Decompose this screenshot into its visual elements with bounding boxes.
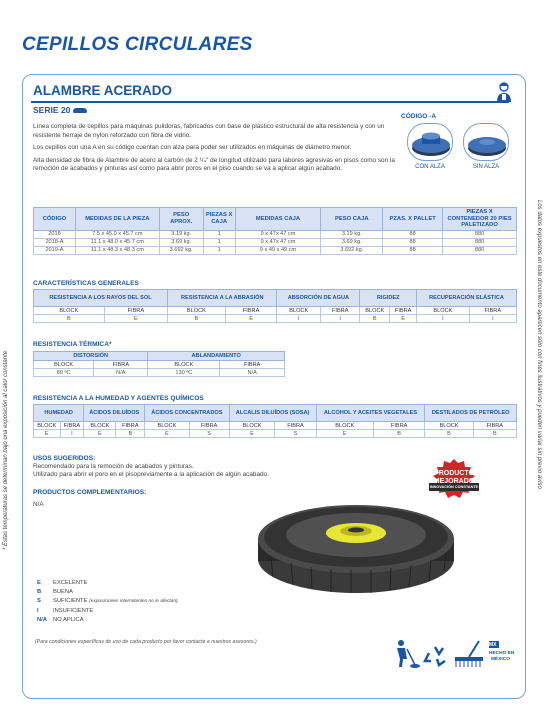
table-cell: 880: [443, 230, 517, 238]
productos-title: PRODUCTOS COMPLEMENTARIOS:: [33, 489, 147, 496]
temperature-footnote: * Estas temperaturas se determinan bajo una exposición al calor constante.: [3, 349, 9, 550]
column-header: ÁCIDOS DILUÍDOS: [84, 405, 145, 422]
con-alza-label: CON ALZA: [415, 164, 445, 170]
description-paragraph: Línea completa de cepillos para máquinas pulidoras, fabricados con base de plástico estructural de alta resistencia y con un resistente herraje de nylon reforzado con fibra de vidrio.: [33, 123, 385, 139]
table-cell: E: [390, 315, 417, 323]
table-cell: 880: [443, 246, 517, 254]
table-cell: B: [34, 315, 105, 323]
legend-item: B BUENA: [37, 589, 73, 596]
table-cell: 9 x 49 x 49 cm: [235, 246, 321, 254]
table-cell: 3.69 kg.: [321, 238, 383, 246]
column-header: ABLANDAMIENTO: [148, 352, 285, 361]
table-cell: B: [473, 430, 516, 438]
subheader-cell: FIBRA: [275, 422, 316, 430]
hecho-en-label: HECHO EN: [489, 651, 515, 656]
table-cell: E: [225, 315, 277, 323]
recycle-icon: [425, 647, 445, 665]
worker-icon: [495, 81, 513, 103]
column-header: DISTORSIÓN: [34, 352, 148, 361]
column-header: PIEZAS X CAJA: [203, 208, 235, 231]
table-cell: 1: [203, 238, 235, 246]
table-cell: 2018: [34, 230, 76, 238]
subheader-cell: FIBRA: [373, 422, 424, 430]
table-row: [34, 238, 517, 246]
subheader-cell: FIBRA: [60, 422, 84, 430]
quimicos-table: [33, 404, 517, 438]
table-cell: 3.19 kg.: [321, 230, 383, 238]
condiciones-note: (Para condiciones específicas de uso de cada producto por favor contacte a nuestros asesores.): [35, 639, 257, 645]
table-header-row: [34, 290, 517, 307]
table-cell: S: [189, 430, 229, 438]
column-header: CÓDIGO: [34, 208, 76, 231]
column-header: RECUPERACIÓN ELÁSTICA: [417, 290, 517, 307]
usos-sugeridos: [33, 455, 269, 479]
mx-label: MX: [489, 642, 497, 648]
subheader-cell: FIBRA: [104, 307, 167, 315]
product-card: [22, 74, 526, 699]
subheader-cell: FIBRA: [94, 361, 148, 369]
termica-title: RESISTENCIA TÉRMICA*: [33, 341, 112, 348]
subheader-cell: BLOCK: [425, 422, 473, 430]
subheader-cell: FIBRA: [321, 307, 360, 315]
subheader-cell: BLOCK: [316, 422, 373, 430]
page-title: CEPILLOS CIRCULARES: [22, 34, 253, 55]
column-header: PIEZAS X CONTENEDOR 20 PIES PALETIZADO: [443, 208, 517, 231]
codigo-label: CÓDIGO -A: [401, 113, 437, 120]
subheader-cell: FIBRA: [390, 307, 417, 315]
usos-line: Recomendado para la remoción de acabados y pinturas.: [33, 463, 194, 470]
table-cell: 11.1 x 48.0 x 45.7 cm: [75, 238, 159, 246]
table-cell: 130 ºC: [148, 369, 220, 377]
column-header: RESISTENCIA A LOS RAYOS DEL SOL: [34, 290, 168, 307]
table-header-row: [34, 208, 517, 231]
table-cell: E: [34, 430, 61, 438]
brush-sin-alza-image: [463, 123, 509, 161]
table-cell: B: [168, 315, 226, 323]
table-cell: E: [84, 430, 116, 438]
column-header: PESO CAJA: [321, 208, 383, 231]
termica-table: [33, 351, 285, 377]
table-cell: 88: [383, 230, 443, 238]
column-header: PESO APROX.: [159, 208, 203, 231]
mexico-label: MÉXICO: [491, 657, 510, 662]
table-cell: I: [417, 315, 470, 323]
subheader-cell: BLOCK: [277, 307, 321, 315]
table-cell: 80 ºC: [34, 369, 94, 377]
table-subheader-row: [34, 307, 517, 315]
subheader-cell: FIBRA: [225, 307, 277, 315]
table-row: [34, 230, 517, 238]
subheader-cell: BLOCK: [148, 361, 220, 369]
rating-legend: [37, 579, 179, 625]
table-cell: E: [145, 430, 189, 438]
table-cell: 3.19 kg.: [159, 230, 203, 238]
table-cell: E: [104, 315, 167, 323]
column-header: ALCALIS DILUÍDOS (SOSA): [229, 405, 316, 422]
table-cell: 3.69 kg.: [159, 238, 203, 246]
subheader-cell: BLOCK: [168, 307, 226, 315]
subheader-cell: BLOCK: [360, 307, 390, 315]
table-cell: B: [360, 315, 390, 323]
legend-item: E EXCELENTE: [37, 580, 88, 586]
table-cell: B: [116, 430, 145, 438]
table-row: [34, 430, 517, 438]
caracteristicas-table: [33, 289, 517, 323]
table-cell: I: [277, 315, 321, 323]
subheader-cell: BLOCK: [229, 422, 275, 430]
productos-value: N/A: [33, 501, 44, 508]
legend-item: N/A NO APLICA: [37, 616, 84, 623]
column-header: HUMEDAD: [34, 405, 84, 422]
table-cell: E: [229, 430, 275, 438]
table-row: [34, 369, 285, 377]
badge-line2: MEJORADO: [433, 478, 475, 485]
table-cell: 7.5 x 45.0 x 45.7 cm: [75, 230, 159, 238]
quimicos-title: RESISTENCIA A LA HUMEDAD Y AGENTES QUÍMICOS: [33, 395, 204, 402]
subheader-cell: FIBRA: [469, 307, 516, 315]
column-header: ALCOHOL Y ACEITES VEGETALES: [316, 405, 425, 422]
table-cell: N/A: [220, 369, 285, 377]
table-subheader-row: [34, 422, 517, 430]
table-cell: 3.692 kg.: [159, 246, 203, 254]
table-cell: N/A: [94, 369, 148, 377]
table-header-row: [34, 352, 285, 361]
description-paragraph: Los cepillos con una A en su código cuentan con alza para poder ser utilizados en máquinas de diámetro menor.: [33, 144, 352, 152]
product-description: [33, 123, 401, 178]
usos-title: USOS SUGERIDOS:: [33, 455, 96, 462]
table-cell: 9 x 47x 47 cm: [235, 230, 321, 238]
table-row: [34, 315, 517, 323]
table-header-row: [34, 405, 517, 422]
column-header: ÁCIDOS CONCENTRADOS: [145, 405, 229, 422]
subheader-cell: FIBRA: [116, 422, 145, 430]
subheader-cell: BLOCK: [84, 422, 116, 430]
legend-item: S SUFICIENTE (exposiciones intermitentes no le afectan).: [37, 598, 179, 605]
table-cell: E: [316, 430, 373, 438]
usos-line: Utilizado para abrir el poro en el pisopreviamente a la aplicación de algún acabado.: [33, 471, 269, 478]
table-cell: 2018-A: [34, 238, 76, 246]
column-header: ABSORCIÓN DE AGUA: [277, 290, 360, 307]
table-subheader-row: [34, 361, 285, 369]
subheader-cell: BLOCK: [34, 422, 61, 430]
table-cell: 1: [203, 230, 235, 238]
badge-line1: PRODUCTO: [434, 470, 474, 477]
serie-label: SERIE 20: [33, 105, 87, 115]
column-header: MEDIDAS DE LA PIEZA: [75, 208, 159, 231]
product-specs-table: [33, 207, 517, 255]
disclaimer-note: Los datos expuestos en este documento aparecen sólo con fines ilustrativos y pueden variar sin previo aviso.: [536, 200, 542, 491]
column-header: MEDIDAS CAJA: [235, 208, 321, 231]
column-header: DESTILADOS DE PETRÓLEO: [425, 405, 517, 422]
table-cell: 880: [443, 238, 517, 246]
table-cell: I: [60, 430, 84, 438]
machine-icon: [73, 108, 87, 113]
broom-icon: [455, 641, 483, 667]
table-row: [34, 246, 517, 254]
column-header: RESISTENCIA A LA ABRASIÓN: [168, 290, 277, 307]
title-divider: [31, 101, 509, 103]
table-cell: 88: [383, 246, 443, 254]
table-cell: 88: [383, 238, 443, 246]
cleaning-worker-icon: [397, 640, 420, 668]
legend-item: I INSUFICIENTE: [37, 607, 94, 614]
subheader-cell: FIBRA: [189, 422, 229, 430]
table-cell: I: [469, 315, 516, 323]
subheader-cell: FIBRA: [220, 361, 285, 369]
brush-product-image: [251, 497, 461, 607]
subheader-cell: FIBRA: [473, 422, 516, 430]
caracteristicas-title: CARACTERÍSTICAS GENERALES: [33, 280, 139, 287]
table-cell: 11.1 x 48.3 x 48.3 cm: [75, 246, 159, 254]
table-cell: 2019-A: [34, 246, 76, 254]
table-cell: B: [425, 430, 473, 438]
table-cell: 3.692 kg.: [321, 246, 383, 254]
badge-line3: INNOVACIÓN CONSTANTE: [429, 485, 479, 489]
sin-alza-label: SIN ALZA: [472, 164, 500, 170]
table-cell: 9 x 47x 47 cm: [235, 238, 321, 246]
table-cell: S: [275, 430, 316, 438]
description-paragraph: Alta densidad de fibra de Alambre de acero al carbón de 2 ¹/₄" de longitud utilizado para labores agresivas en pisos como son la remoción de acabados y pinturas así como para abrir poros en el piso cuando se va a aplicar algún acabado.: [33, 156, 395, 173]
table-cell: B: [373, 430, 424, 438]
column-header: PZAS. X PALLET: [383, 208, 443, 231]
product-title: ALAMBRE ACERADO: [33, 83, 172, 98]
productos-complementarios: [33, 489, 146, 508]
table-cell: 1: [203, 246, 235, 254]
table-cell: I: [321, 315, 360, 323]
brush-con-alza-image: [407, 123, 453, 161]
subheader-cell: BLOCK: [34, 361, 94, 369]
subheader-cell: BLOCK: [417, 307, 470, 315]
column-header: RIGIDEZ: [360, 290, 417, 307]
subheader-cell: BLOCK: [34, 307, 105, 315]
subheader-cell: BLOCK: [145, 422, 189, 430]
